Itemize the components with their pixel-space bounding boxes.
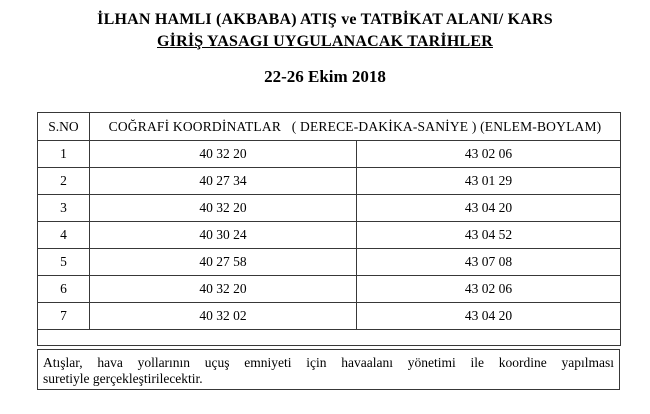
coordinates-table (37, 112, 621, 346)
cell-latitude: 40 32 20 (90, 195, 357, 222)
table-row (38, 195, 621, 222)
cell-longitude: 43 04 52 (357, 222, 621, 249)
cell-latitude: 40 27 34 (90, 168, 357, 195)
cell-sno: 2 (38, 168, 90, 195)
cell-latitude: 40 27 58 (90, 249, 357, 276)
page-title: İLHAN HAMLI (AKBABA) ATIŞ ve TATBİKAT ALANI/ KARS (97, 11, 553, 28)
cell-longitude: 43 02 06 (357, 141, 621, 168)
cell-longitude: 43 07 08 (357, 249, 621, 276)
column-header-sno: S.NO (38, 113, 90, 141)
date-range: 22-26 Ekim 2018 (264, 67, 386, 86)
table-header-row (38, 113, 621, 141)
table-empty-row (38, 330, 621, 346)
cell-sno: 4 (38, 222, 90, 249)
page-subtitle: GİRİŞ YASAGI UYGULANACAK TARİHLER (157, 33, 493, 50)
table-row (38, 276, 621, 303)
footer-note-box (37, 349, 620, 390)
table-row (38, 222, 621, 249)
cell-latitude: 40 30 24 (90, 222, 357, 249)
title-block (0, 0, 650, 87)
cell-sno: 7 (38, 303, 90, 330)
footer-note-line1: Atışlar, hava yollarının uçuş emniyeti için havaalanı yönetimi ile koordine yapılması (43, 355, 614, 370)
table-row (38, 168, 621, 195)
cell-longitude: 43 04 20 (357, 195, 621, 222)
cell-longitude: 43 02 06 (357, 276, 621, 303)
cell-sno: 5 (38, 249, 90, 276)
cell-latitude: 40 32 02 (90, 303, 357, 330)
cell-latitude: 40 32 20 (90, 276, 357, 303)
footer-note-line2: suretiyle gerçekleştirilecektir. (43, 371, 203, 386)
cell-longitude: 43 01 29 (357, 168, 621, 195)
cell-sno: 6 (38, 276, 90, 303)
column-header-coordinates: COĞRAFİ KOORDİNATLAR ( DERECE-DAKİKA-SANİYE ) (ENLEM-BOYLAM) (90, 113, 621, 141)
cell-latitude: 40 32 20 (90, 141, 357, 168)
cell-sno: 1 (38, 141, 90, 168)
table-row (38, 141, 621, 168)
table-row (38, 249, 621, 276)
cell-longitude: 43 04 20 (357, 303, 621, 330)
empty-cell (38, 330, 621, 346)
cell-sno: 3 (38, 195, 90, 222)
table-row (38, 303, 621, 330)
